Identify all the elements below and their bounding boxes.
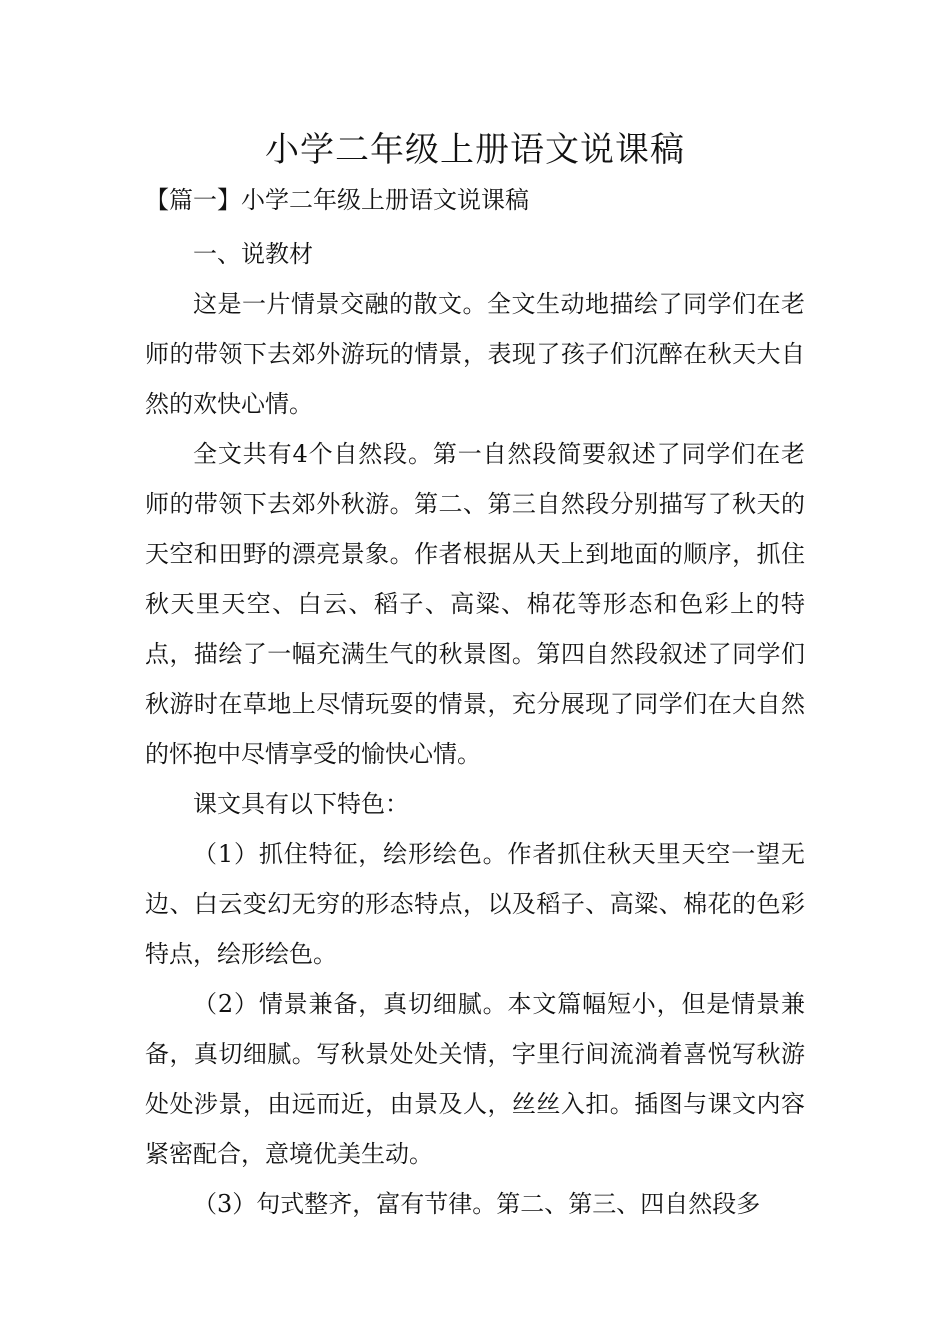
paragraph-structure: 全文共有4个自然段。第一自然段简要叙述了同学们在老师的带领下去郊外秋游。第二、第三自然段分别描写了秋天的天空和田野的漂亮景象。作者根据从天上到地面的顺序，抓住秋天里天空、白云、稻子、高粱、棉花等形态和色彩上的特点，描绘了一幅充满生气的秋景图。第四自然段叙述了同学们秋游时在草地上尽情玩耍的情景，充分展现了同学们在大自然的怀抱中尽情享受的愉快心情。 (145, 440, 805, 768)
paragraph-intro: 这是一片情景交融的散文。全文生动地描绘了同学们在老师的带领下去郊外游玩的情景，表现了孩子们沉醉在秋天大自然的欢快心情。 (145, 290, 805, 418)
paragraph-feature-2: （2）情景兼备，真切细腻。本文篇幅短小，但是情景兼备，真切细腻。写秋景处处关情，字里行间流淌着喜悦写秋游处处涉景，由远而近，由景及人，丝丝入扣。插图与课文内容紧密配合，意境优美生动。 (145, 990, 805, 1168)
document-body (145, 229, 805, 1229)
paragraph-features-heading: 课文具有以下特色： (193, 790, 409, 818)
paragraph-feature-3: （3）句式整齐，富有节律。第二、第三、四自然段多 (193, 1190, 761, 1218)
paragraph-heading-jiaocai: 一、说教材 (193, 240, 313, 268)
paragraph-feature-1: （1）抓住特征，绘形绘色。作者抓住秋天里天空一望无边、白云变幻无穷的形态特点，以及稻子、高粱、棉花的色彩特点，绘形绘色。 (145, 840, 805, 968)
page-title: 小学二年级上册语文说课稿 (265, 130, 685, 170)
section-heading: 【篇一】小学二年级上册语文说课稿 (145, 186, 529, 214)
